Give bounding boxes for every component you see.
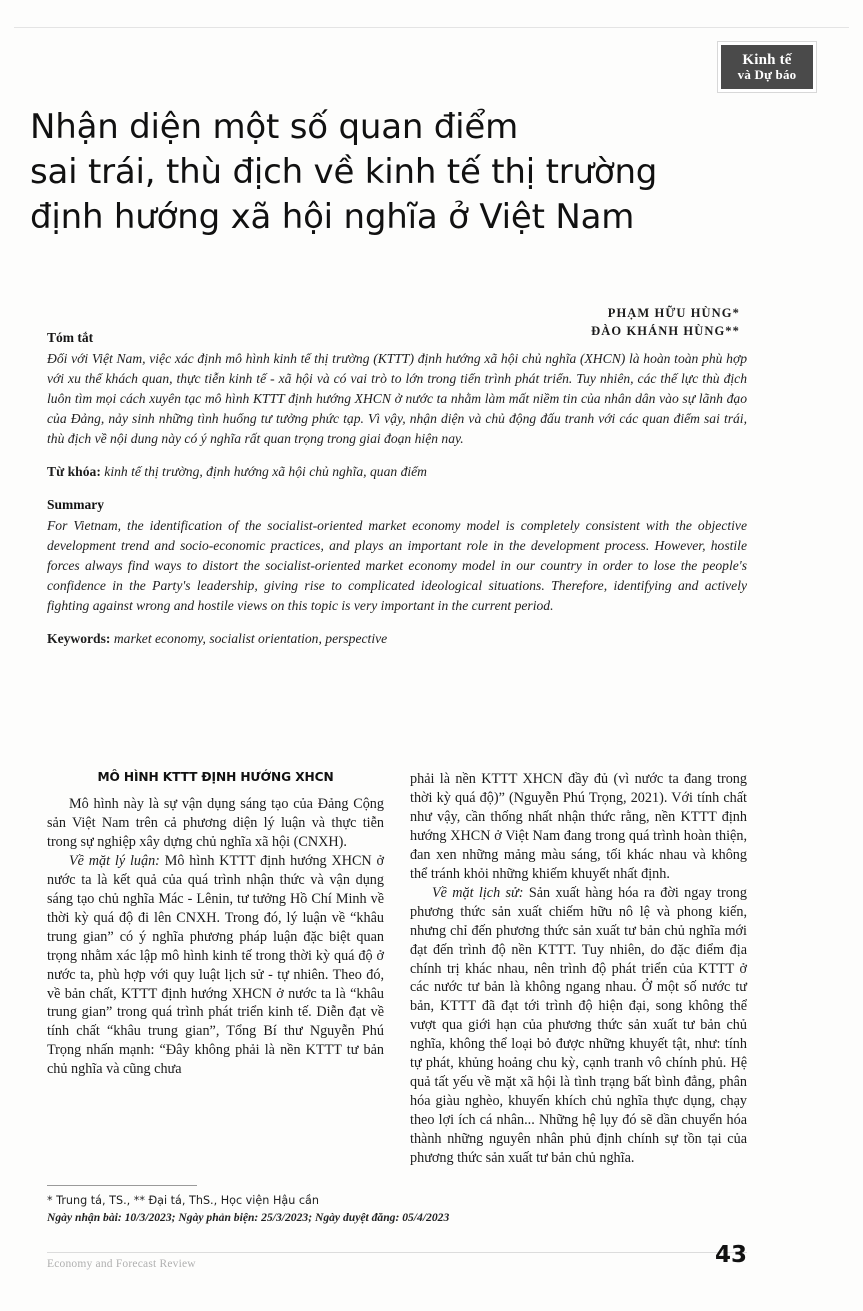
keywords-en-label: Keywords: [47, 630, 111, 646]
author-primary: PHẠM HỮU HÙNG* [607, 306, 740, 320]
footnote-affiliation: * Trung tá, TS., ** Đại tá, ThS., Học viện Hậu cần [47, 1194, 319, 1207]
body-paragraph-text: Mô hình KTTT định hướng XHCN ở nước ta là kết quả của quá trình nhận thức và vận dụng sáng tạo chủ nghĩa Mác - Lênin, tư tưởng Hồ Chí Minh về thời kỳ quá độ đi lên CNXH. Trong đó, lý luận về “khâu trung gian” có ý nghĩa phương pháp luận đặc biệt quan trọng nhằm xác lập mô hình kinh tế trong thời kỳ quá độ ở nước ta, phù hợp với quy luật lịch sử - tự nhiên. Theo đó, về bản chất, KTTT định hướng XHCN ở nước ta là “khâu trung gian” trong quá trình phát triển kinh tế. Diễn đạt về tính chất “khâu trung gian”, Tổng Bí thư Nguyễn Phú Trọng nhấn mạnh: “Đây không phải là nền KTTT tư bản chủ nghĩa và cũng chưa [47, 852, 384, 1078]
footnote-rule [47, 1185, 197, 1186]
page-number: 43 [714, 1242, 747, 1268]
keywords-en [47, 631, 747, 647]
keywords-vi-value: kinh tế thị trường, định hướng xã hội chủ nghĩa, quan điểm [104, 463, 427, 479]
journal-logo-line2: và Dự báo [737, 67, 797, 83]
keywords-en-value: market economy, socialist orientation, perspective [113, 630, 388, 646]
abstract-en-body: For Vietnam, the identification of the socialist-oriented market economy model is completely consistent with the objective development trend and socio-economic practices, and plays an important role in the development process. However, hostile forces always find ways to distort the socialist-oriented market economy model in our country in order to lose the people's confidence in the Party's leadership, giving rise to complicated ideological situations. Therefore, identifying and actively fighting against wrong and hostile views on this topic is very important in the current period. [47, 517, 747, 613]
body-column-right [410, 770, 747, 1168]
body-paragraph-lead: Về mặt lịch sử: [432, 884, 524, 901]
keywords-vi-label: Từ khóa: [47, 463, 101, 479]
body-columns [47, 770, 747, 1168]
body-paragraph: Mô hình này là sự vận dụng sáng tạo của Đảng Cộng sản Việt Nam trên cả phương diện lý luận và thực tiễn trong sự nghiệp xây dựng chủ nghĩa xã hội (CNXH). [47, 796, 384, 850]
author-secondary: ĐÀO KHÁNH HÙNG** [591, 324, 740, 339]
keywords-vi [47, 464, 747, 480]
body-paragraph [410, 884, 747, 1168]
body-paragraph-lead: Về mặt lý luận: [69, 852, 160, 869]
article-title-line-3: định hướng xã hội nghĩa ở Việt Nam [30, 196, 635, 237]
article-title [30, 105, 760, 240]
abstract-section [47, 330, 747, 647]
article-title-line-1: Nhận diện một số quan điểm [30, 107, 519, 147]
page-content [30, 30, 833, 1281]
body-section-heading: MÔ HÌNH KTTT ĐỊNH HƯỚNG XHCN [97, 770, 334, 784]
article-title-line-2: sai trái, thù địch về kinh tế thị trường [30, 151, 658, 192]
body-paragraph: phải là nền KTTT XHCN đầy đủ (vì nước ta đang trong thời kỳ quá độ)” (Nguyễn Phú Trọng, 2021). Với tính chất như vậy, cần thống nhất nhận thức rằng, nền KTTT định hướng XHCN ở Việt Nam đang trong quá trình hoàn thiện, đan xen những mảng màu sáng, tối khác nhau và không thể tránh khỏi những khiếm khuyết nhất định. [410, 771, 747, 882]
footnote-dates: Ngày nhận bài: 10/3/2023; Ngày phản biện: 25/3/2023; Ngày duyệt đăng: 05/4/2023 [47, 1211, 450, 1224]
body-paragraph-text: Sản xuất hàng hóa ra đời ngay trong phương thức sản xuất chiếm hữu nô lệ và phong kiến, nhưng chỉ đến phương thức sản xuất tư bản chủ nghĩa mới đạt đến trình độ nền KTTT. Tuy nhiên, do đặc điểm địa chính trị khác nhau, nên trình độ phát triển của KTTT ở các nước tư bản là không ngang nhau. Ở một số nước tư bản, KTTT đã đạt tới trình độ hiện đại, song không thể vượt qua giới hạn của phương thức sản xuất tư bản chủ nghĩa, không thể loại bỏ được những khuyết tật, như: tính tự phát, khủng hoảng chu kỳ, cạnh tranh vô chính phủ. Hệ quả tất yếu về mặt xã hội là tình trạng bất bình đẳng, phân hóa giàu nghèo, khuyến khích chủ nghĩa thực dụng, chạy theo lợi ích cá nhân... Những hệ lụy đó sẽ dần chuyển hóa thành những nguyên nhân phủ định chính sự tồn tại của phương thức sản xuất tư bản chủ nghĩa. [410, 884, 747, 1167]
abstract-vi-body: Đối với Việt Nam, việc xác định mô hình kinh tế thị trường (KTTT) định hướng xã hội chủ nghĩa (XHCN) là hoàn toàn phù hợp với xu thế khách quan, thực tiễn kinh tế - xã hội và có vai trò to lớn trong tiến trình phát triển. Tuy nhiên, các thế lực thù địch luôn tìm mọi cách xuyên tạc mô hình KTTT định hướng XHCN ở nước ta nhằm làm mất niềm tin của nhân dân vào sự lãnh đạo của Đảng, nảy sinh những tình huống tư tưởng phức tạp. Vì vậy, nhận diện và chủ động đấu tranh với các quan điểm sai trái, thù địch về nội dung này có ý nghĩa rất quan trọng trong giai đoạn hiện nay. [47, 351, 747, 446]
page-top-rule [14, 27, 849, 28]
journal-logo [718, 42, 816, 92]
abstract-en-heading: Summary [47, 496, 104, 512]
journal-logo-line1: Kinh tế [742, 51, 792, 68]
abstract-vi-heading: Tóm tắt [47, 330, 94, 345]
body-column-left [47, 770, 384, 1168]
body-paragraph [47, 852, 384, 1079]
footer-journal-name: Economy and Forecast Review [47, 1258, 196, 1270]
footer-rule [47, 1252, 747, 1253]
